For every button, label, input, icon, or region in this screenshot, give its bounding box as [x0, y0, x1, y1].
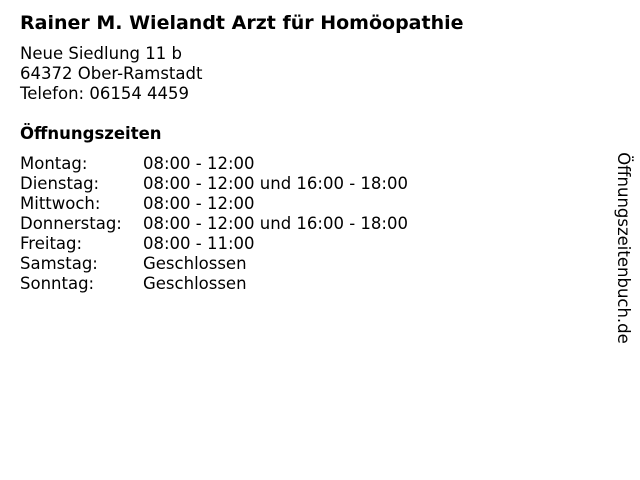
- phone-number: Telefon: 06154 4459: [20, 84, 190, 103]
- site-watermark: Öffnungszeitenbuch.de: [614, 152, 633, 344]
- time-value: Geschlossen: [143, 274, 247, 293]
- day-label: Donnerstag:: [20, 214, 122, 233]
- day-label: Samstag:: [20, 254, 98, 273]
- day-label: Sonntag:: [20, 274, 95, 293]
- day-label: Freitag:: [20, 234, 83, 253]
- time-value: 08:00 - 12:00: [143, 194, 255, 213]
- business-title: Rainer M. Wielandt Arzt für Homöopathie: [20, 12, 464, 34]
- time-value: 08:00 - 12:00 und 16:00 - 18:00: [143, 214, 408, 233]
- address-block: [20, 44, 202, 104]
- time-value: 08:00 - 12:00 und 16:00 - 18:00: [143, 174, 408, 193]
- day-label: Montag:: [20, 154, 88, 173]
- day-label: Dienstag:: [20, 174, 100, 193]
- day-label: Mittwoch:: [20, 194, 101, 213]
- street-address: Neue Siedlung 11 b: [20, 44, 182, 63]
- opening-hours-heading: Öffnungszeiten: [20, 124, 162, 143]
- city-postal: 64372 Ober-Ramstadt: [20, 64, 203, 83]
- time-value: 08:00 - 11:00: [143, 234, 255, 253]
- time-value: Geschlossen: [143, 254, 247, 273]
- time-value: 08:00 - 12:00: [143, 154, 255, 173]
